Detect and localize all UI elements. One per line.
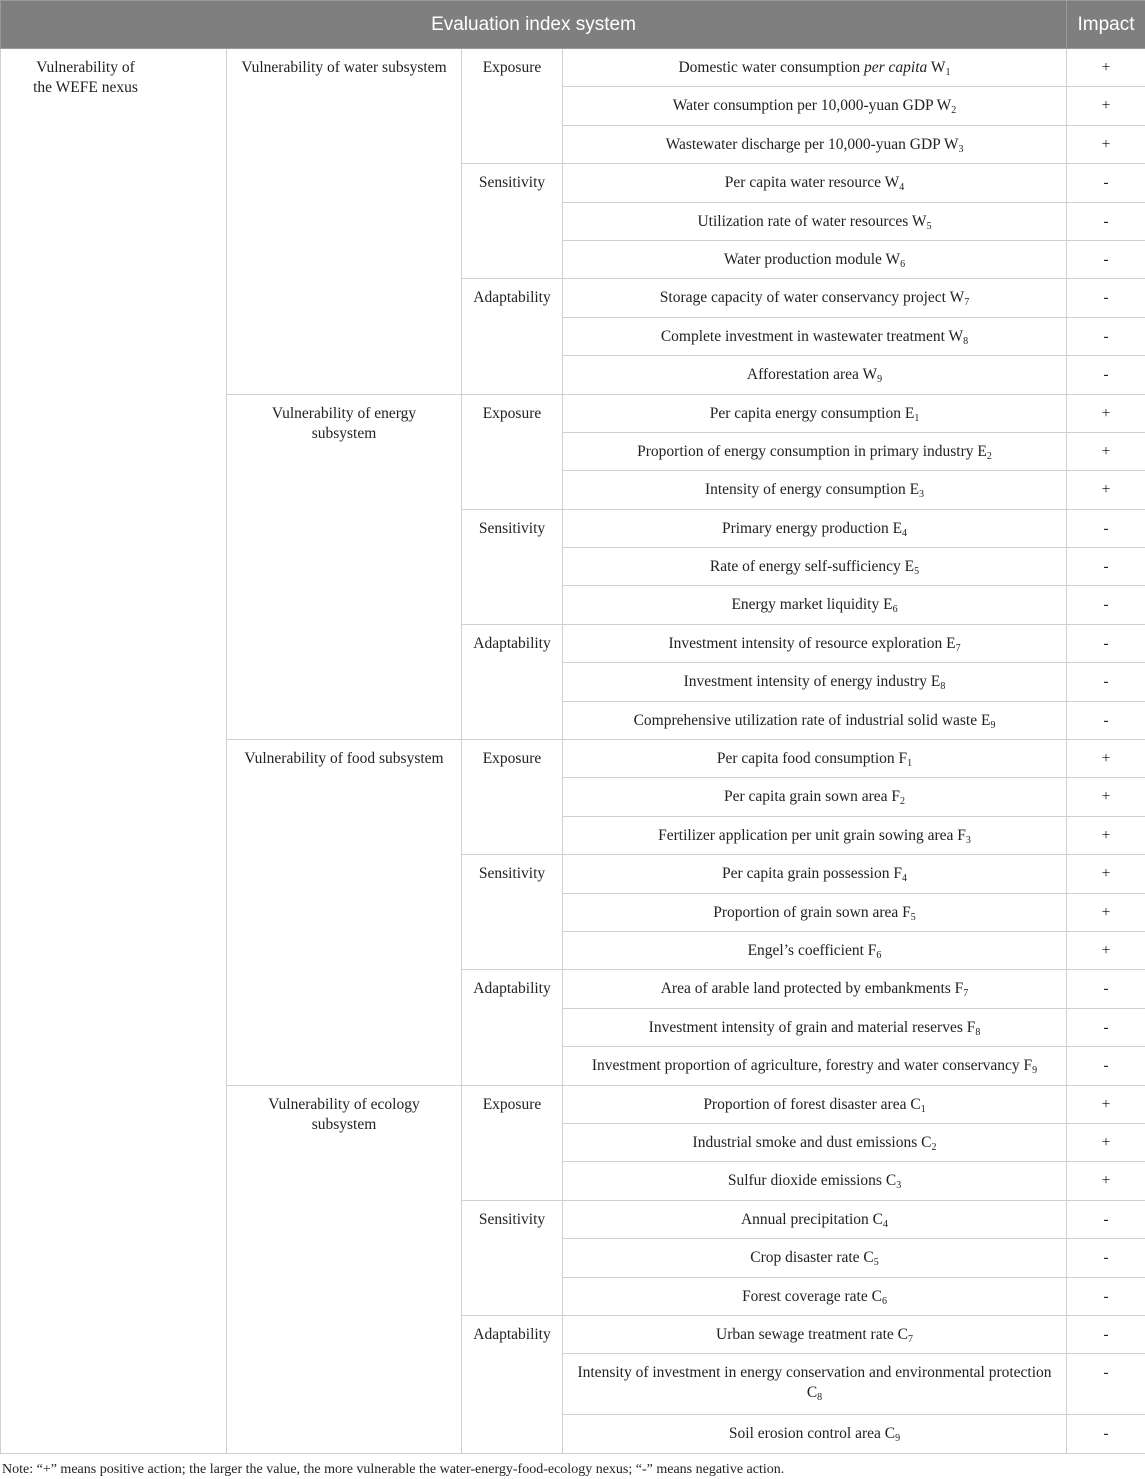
indicator-subscript: 9 (990, 719, 996, 731)
indicator-cell (563, 1200, 1067, 1238)
impact-cell: - (1067, 586, 1145, 624)
impact-cell: - (1067, 1008, 1145, 1046)
dimension-cell: Sensitivity (462, 509, 563, 624)
header-row (1, 1, 1145, 49)
indicator-subscript: 6 (881, 1295, 887, 1307)
indicator-text: Rate of energy self-sufficiency E (709, 558, 915, 576)
impact-cell: + (1067, 778, 1145, 816)
indicator-subscript: 6 (900, 258, 906, 270)
indicator-cell (563, 432, 1067, 470)
impact-cell: + (1067, 1085, 1145, 1123)
top-level-cell: Vulnerability of the WEFE nexus (1, 49, 227, 1454)
impact-cell: - (1067, 1239, 1145, 1277)
indicator-subscript: 7 (963, 988, 969, 1000)
indicator-subscript: 7 (907, 1333, 913, 1345)
impact-cell: - (1067, 701, 1145, 739)
header-impact: Impact (1067, 1, 1145, 49)
impact-cell: - (1067, 240, 1145, 278)
indicator-cell (563, 87, 1067, 125)
indicator-subscript: 1 (945, 67, 951, 78)
indicator-text: Proportion of grain sown area F (713, 903, 911, 921)
indicator-cell (563, 394, 1067, 432)
indicator-text: Comprehensive utilization rate of industrial solid waste E (633, 711, 991, 729)
indicator-subscript: 5 (910, 911, 916, 923)
subsystem-cell: Vulnerability of food subsystem (227, 740, 462, 1086)
indicator-text: Intensity of energy consumption E (704, 481, 920, 499)
indicator-subscript: 5 (914, 566, 920, 578)
indicator-text: Investment intensity of resource exploration E (668, 634, 956, 652)
indicator-cell (563, 1085, 1067, 1123)
dimension-cell: Adaptability (462, 1315, 563, 1453)
indicator-text: Per capita grain possession F (722, 865, 902, 883)
indicator-subscript: 2 (986, 450, 992, 462)
indicator-cell (563, 356, 1067, 394)
indicator-cell (563, 893, 1067, 931)
dimension-cell: Sensitivity (462, 855, 563, 970)
indicator-cell (563, 1315, 1067, 1353)
indicator-text: Proportion of forest disaster area C (703, 1095, 921, 1113)
indicator-cell (563, 49, 1067, 87)
indicator-text: Complete investment in wastewater treatment W (660, 327, 964, 345)
indicator-cell (563, 548, 1067, 586)
indicator-subscript: 2 (900, 796, 906, 808)
dimension-cell: Adaptability (462, 624, 563, 739)
indicator-subscript: 7 (964, 297, 970, 309)
dimension-cell: Sensitivity (462, 1200, 563, 1315)
subsystem-cell: Vulnerability of energy subsystem (227, 394, 462, 740)
impact-cell: + (1067, 1123, 1145, 1161)
impact-cell: - (1067, 1415, 1145, 1453)
indicator-text: Primary energy production E (721, 519, 903, 537)
impact-cell: - (1067, 663, 1145, 701)
indicator-cell (563, 778, 1067, 816)
indicator-text: Investment intensity of energy industry E (683, 673, 941, 691)
impact-cell: + (1067, 125, 1145, 163)
indicator-subscript: 1 (907, 758, 913, 770)
impact-cell: + (1067, 471, 1145, 509)
indicator-text: Fertilizer application per unit grain sowing area F (658, 826, 966, 844)
indicator-subscript: 9 (895, 1433, 901, 1445)
table-body (1, 49, 1145, 1454)
impact-cell: + (1067, 931, 1145, 969)
impact-cell: - (1067, 317, 1145, 355)
impact-cell: - (1067, 970, 1145, 1008)
impact-cell: - (1067, 356, 1145, 394)
indicator-text: Utilization rate of water resources W (697, 212, 927, 230)
impact-cell: + (1067, 740, 1145, 778)
indicator-text: Forest coverage rate C (742, 1287, 882, 1305)
impact-cell: - (1067, 1277, 1145, 1315)
indicator-text: Engel’s coefficient F (747, 941, 877, 959)
indicator-subscript: 2 (931, 1141, 937, 1153)
indicator-subscript: 9 (877, 374, 883, 386)
indicator-text: Per capita grain sown area F (723, 788, 901, 806)
indicator-text: Urban sewage treatment rate C (716, 1325, 908, 1343)
dimension-cell: Exposure (462, 740, 563, 855)
impact-cell: - (1067, 202, 1145, 240)
indicator-subscript: 8 (817, 1392, 823, 1404)
table-note: Note: “+” means positive action; the larger the value, the more vulnerable the water-energy-food-ecology nexus; “-” means negative action. (2, 1462, 785, 1477)
impact-cell: - (1067, 1315, 1145, 1353)
indicator-text: Soil erosion control area C (728, 1425, 896, 1443)
indicator-text: Storage capacity of water conservancy project W (659, 289, 965, 307)
indicator-cell (563, 663, 1067, 701)
indicator-cell (563, 1008, 1067, 1046)
indicator-cell (563, 1047, 1067, 1085)
dimension-cell: Exposure (462, 49, 563, 164)
indicator-cell (563, 1123, 1067, 1161)
indicator-subscript: 3 (958, 143, 964, 155)
impact-cell: + (1067, 816, 1145, 854)
indicator-cell (563, 1354, 1067, 1415)
dimension-cell: Adaptability (462, 279, 563, 394)
indicator-subscript: 3 (965, 834, 971, 846)
impact-cell: + (1067, 432, 1145, 470)
indicator-cell (563, 931, 1067, 969)
indicator-text: Sulfur dioxide emissions C (727, 1172, 897, 1190)
indicator-text: Water production module W (723, 250, 901, 268)
indicator-text: Investment proportion of agriculture, forestry and water conservancy F (591, 1057, 1033, 1075)
impact-cell: - (1067, 279, 1145, 317)
indicator-cell (563, 1415, 1067, 1453)
indicator-cell (563, 509, 1067, 547)
indicator-cell (563, 279, 1067, 317)
indicator-subscript: 8 (963, 335, 969, 347)
impact-cell: - (1067, 1354, 1145, 1415)
dimension-cell: Sensitivity (462, 164, 563, 279)
indicator-emphasis: per capita (864, 59, 928, 76)
indicator-cell (563, 855, 1067, 893)
indicator-cell (563, 701, 1067, 739)
impact-cell: + (1067, 893, 1145, 931)
indicator-cell (563, 1162, 1067, 1200)
indicator-text: W (927, 59, 946, 76)
indicator-text: Domestic water consumption (678, 59, 865, 76)
impact-cell: + (1067, 855, 1145, 893)
dimension-cell: Adaptability (462, 970, 563, 1085)
indicator-text: Annual precipitation C (740, 1210, 884, 1228)
impact-cell: - (1067, 164, 1145, 202)
indicator-subscript: 2 (951, 105, 957, 117)
indicator-subscript: 1 (914, 412, 920, 424)
impact-cell: - (1067, 624, 1145, 662)
impact-cell: - (1067, 509, 1145, 547)
impact-cell: - (1067, 548, 1145, 586)
indicator-cell (563, 317, 1067, 355)
impact-cell: + (1067, 1162, 1145, 1200)
dimension-cell: Exposure (462, 394, 563, 509)
indicator-text: Per capita food consumption F (716, 750, 908, 768)
indicator-subscript: 9 (1032, 1065, 1038, 1077)
indicator-cell (563, 125, 1067, 163)
indicator-text: Proportion of energy consumption in primary industry E (637, 442, 987, 460)
indicator-cell (563, 1277, 1067, 1315)
impact-cell: - (1067, 1047, 1145, 1085)
indicator-text: Intensity of investment in energy conservation and environmental protection C (577, 1364, 1052, 1402)
impact-cell: - (1067, 1200, 1145, 1238)
indicator-cell (563, 164, 1067, 202)
indicator-text: Crop disaster rate C (750, 1249, 874, 1267)
indicator-subscript: 3 (896, 1180, 902, 1192)
indicator-subscript: 8 (975, 1026, 981, 1038)
indicator-subscript: 1 (920, 1103, 926, 1115)
header-index-system: Evaluation index system (1, 1, 1067, 49)
indicator-subscript: 4 (902, 527, 908, 539)
subsystem-cell: Vulnerability of ecology subsystem (227, 1085, 462, 1453)
indicator-text: Per capita water resource W (724, 174, 900, 192)
indicator-text: Investment intensity of grain and material reserves F (648, 1018, 976, 1036)
indicator-subscript: 4 (883, 1218, 889, 1230)
indicator-text: Wastewater discharge per 10,000-yuan GDP W (665, 135, 959, 153)
indicator-subscript: 5 (873, 1257, 879, 1269)
indicator-cell (563, 816, 1067, 854)
indicator-subscript: 4 (901, 873, 907, 885)
indicator-subscript: 6 (876, 949, 882, 961)
indicator-text: Area of arable land protected by embankments F (660, 980, 964, 998)
indicator-subscript: 6 (892, 604, 898, 616)
impact-cell: + (1067, 87, 1145, 125)
indicator-cell (563, 740, 1067, 778)
indicator-cell (563, 624, 1067, 662)
indicator-text: Per capita energy consumption E (709, 404, 915, 422)
indicator-text: Afforestation area W (746, 366, 878, 384)
impact-cell: + (1067, 49, 1145, 87)
indicator-subscript: 8 (940, 681, 946, 693)
indicator-subscript: 4 (899, 182, 905, 194)
indicator-cell (563, 202, 1067, 240)
table-row (1, 49, 1145, 87)
indicator-subscript: 7 (955, 642, 961, 654)
indicator-text: Industrial smoke and dust emissions C (692, 1133, 932, 1151)
indicator-cell (563, 970, 1067, 1008)
indicator-cell (563, 1239, 1067, 1277)
dimension-cell: Exposure (462, 1085, 563, 1200)
indicator-cell (563, 240, 1067, 278)
indicator-cell (563, 586, 1067, 624)
indicator-text: Water consumption per 10,000-yuan GDP W (672, 97, 952, 115)
indicator-subscript: 3 (919, 489, 925, 501)
indicator-cell (563, 471, 1067, 509)
indicator-text: Energy market liquidity E (731, 596, 893, 614)
impact-cell: + (1067, 394, 1145, 432)
indicator-subscript: 5 (926, 220, 932, 232)
subsystem-cell: Vulnerability of water subsystem (227, 49, 462, 395)
